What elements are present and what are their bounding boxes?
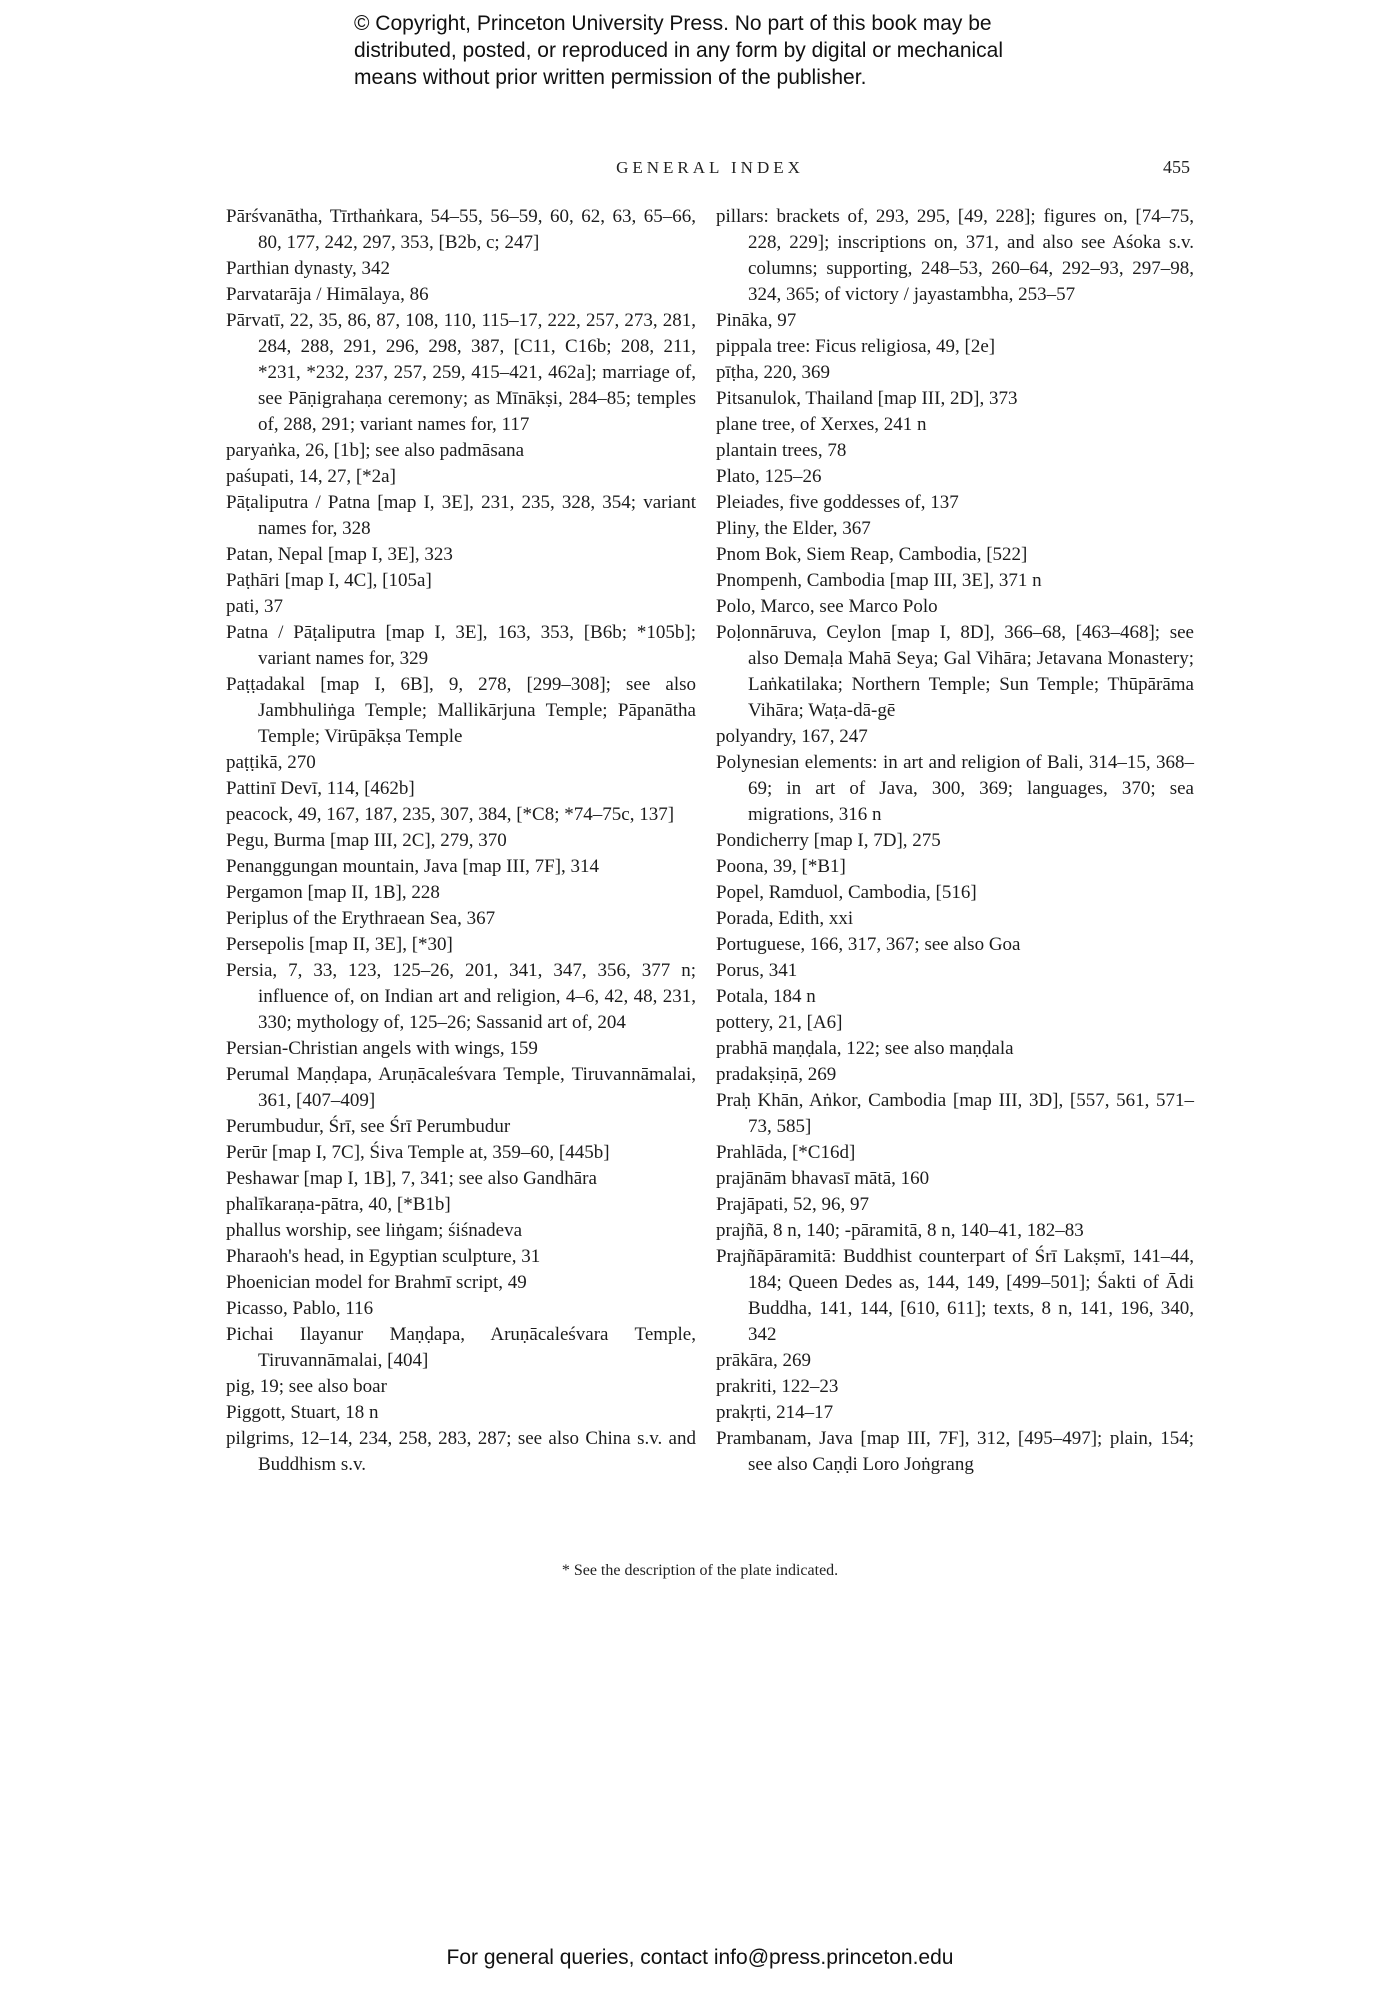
index-entry: Prahlāda, [*C16d]: [716, 1142, 856, 1163]
index-entry: pati, 37: [226, 596, 283, 617]
index-entry: Picasso, Pablo, 116: [226, 1298, 374, 1319]
index-entry: pradakṣiṇā, 269: [716, 1064, 837, 1085]
index-entry: Pharaoh's head, in Egyptian sculpture, 31: [226, 1246, 541, 1267]
index-column-left: [226, 204, 696, 1478]
index-entry: Parthian dynasty, 342: [226, 258, 390, 279]
index-entry: pig, 19; see also boar: [226, 1376, 387, 1397]
index-entry: phallus worship, see liṅgam; śiśnadeva: [226, 1220, 523, 1241]
index-entry: Pliny, the Elder, 367: [716, 518, 871, 539]
index-entry: plane tree, of Xerxes, 241 n: [716, 414, 927, 435]
index-entry: Pleiades, five goddesses of, 137: [716, 492, 959, 513]
index-entry: Porada, Edith, xxi: [716, 908, 854, 929]
index-entry: prajñā, 8 n, 140; -pāramitā, 8 n, 140–41, 182–83: [716, 1220, 1084, 1241]
index-entry: Phoenician model for Brahmī script, 49: [226, 1272, 527, 1293]
index-entry: prajānām bhavasī mātā, 160: [716, 1168, 930, 1189]
page-number: 455: [1163, 157, 1190, 177]
running-title: GENERAL INDEX: [616, 158, 804, 177]
index-entry: Pnompenh, Cambodia [map III, 3E], 371 n: [716, 570, 1042, 591]
index-entry: Plato, 125–26: [716, 466, 822, 487]
index-entry: Poḷonnāruva, Ceylon [map I, 8D], 366–68, [463–468]; see also Demaḷa Mahā Seya; Gal Vihāra; Jetavana Monastery; Laṅkatilaka; Northern Temple; Sun Temple; Thūpārāma Vihāra; Waṭa-dā-gē: [716, 622, 1194, 721]
index-entry: pilgrims, 12–14, 234, 258, 283, 287; see also China s.v. and Buddhism s.v.: [226, 1428, 696, 1475]
index-entry: Potala, 184 n: [716, 986, 816, 1007]
index-entry: Periplus of the Erythraean Sea, 367: [226, 908, 496, 929]
index-entry: Perumbudur, Śrī, see Śrī Perumbudur: [226, 1116, 511, 1137]
index-column-right: [716, 204, 1194, 1478]
index-entry: Porus, 341: [716, 960, 798, 981]
index-entry: Praḥ Khān, Aṅkor, Cambodia [map III, 3D], [557, 561, 571–73, 585]: [716, 1090, 1194, 1137]
index-entry: Prajñāpāramitā: Buddhist counterpart of Śrī Lakṣmī, 141–44, 184; Queen Dedes as, 144, 149, [499–501]; Śakti of Ādi Buddha, 141, 144, [610, 611]; texts, 8 n, 141, 196, 340, 342: [716, 1246, 1194, 1345]
index-entry: plantain trees, 78: [716, 440, 847, 461]
index-entry: prakriti, 122–23: [716, 1376, 839, 1397]
index-entry: Pāṭaliputra / Patna [map I, 3E], 231, 235, 328, 354; variant names for, 328: [226, 492, 696, 539]
copyright-notice: [354, 10, 1114, 91]
index-entry: pippala tree: Ficus religiosa, 49, [2e]: [716, 336, 996, 357]
index-entry: Perūr [map I, 7C], Śiva Temple at, 359–60, [445b]: [226, 1142, 610, 1163]
index-entry: Prajāpati, 52, 96, 97: [716, 1194, 870, 1215]
index-entry: Pināka, 97: [716, 310, 797, 331]
copyright-line: means without prior written permission of the publisher.: [354, 66, 867, 89]
index-entry: paryaṅka, 26, [1b]; see also padmāsana: [226, 440, 525, 461]
index-entry: peacock, 49, 167, 187, 235, 307, 384, [*C8; *74–75c, 137]: [226, 804, 675, 825]
index-entry: Polynesian elements: in art and religion of Bali, 314–15, 368–69; in art of Java, 300, 369; languages, 370; sea migrations, 316 n: [716, 752, 1194, 825]
plate-footnote: * See the description of the plate indicated.: [561, 1562, 839, 1579]
index-entry: Pichai Ilayanur Maṇḍapa, Aruṇācaleśvara Temple, Tiruvannāmalai, [404]: [226, 1324, 696, 1371]
index-entry: Pondicherry [map I, 7D], 275: [716, 830, 941, 851]
index-entry: Peshawar [map I, 1B], 7, 341; see also Gandhāra: [226, 1168, 597, 1189]
index-entry: Pnom Bok, Siem Reap, Cambodia, [522]: [716, 544, 1028, 565]
index-entry: Polo, Marco, see Marco Polo: [716, 596, 938, 617]
index-entry: Parvatarāja / Himālaya, 86: [226, 284, 429, 305]
copyright-line: distributed, posted, or reproduced in any form by digital or mechanical: [354, 39, 1004, 62]
index-entry: Persian-Christian angels with wings, 159: [226, 1038, 538, 1059]
index-entry: Paṭhāri [map I, 4C], [105a]: [226, 570, 432, 591]
index-entry: Pegu, Burma [map III, 2C], 279, 370: [226, 830, 507, 851]
copyright-line: © Copyright, Princeton University Press. No part of this book may be: [354, 12, 992, 35]
index-entry: Persia, 7, 33, 123, 125–26, 201, 341, 347, 356, 377 n; influence of, on Indian art and religion, 4–6, 42, 48, 231, 330; mythology of, 125–26; Sassanid art of, 204: [226, 960, 696, 1033]
index-entry: Prambanam, Java [map III, 7F], 312, [495–497]; plain, 154; see also Caṇḍi Loro Joṅgrang: [716, 1428, 1194, 1475]
index-entry: polyandry, 167, 247: [716, 726, 868, 747]
index-entry: phalīkaraṇa-pātra, 40, [*B1b]: [226, 1194, 451, 1215]
contact-footer: For general queries, contact info@press.princeton.edu: [446, 1946, 954, 1969]
index-entry: Poona, 39, [*B1]: [716, 856, 846, 877]
index-entry: paśupati, 14, 27, [*2a]: [226, 466, 396, 487]
index-entry: Popel, Ramduol, Cambodia, [516]: [716, 882, 977, 903]
index-entry: Pārvatī, 22, 35, 86, 87, 108, 110, 115–17, 222, 257, 273, 281, 284, 288, 291, 296, 298, 387, [C11, C16b; 208, 211, *231, *232, 237, 257, 259, 415–421, 462a]; marriage of, see Pāṇigrahaṇa ceremony; as Mīnākṣi, 284–85; temples of, 288, 291; variant names for, 117: [226, 310, 696, 435]
index-entry: pottery, 21, [A6]: [716, 1012, 843, 1033]
index-entry: Patan, Nepal [map I, 3E], 323: [226, 544, 453, 565]
index-entry: Paṭṭadakal [map I, 6B], 9, 278, [299–308]; see also Jambhuliṅga Temple; Mallikārjuna Temple; Pāpanātha Temple; Virūpākṣa Temple: [226, 674, 696, 747]
index-entry: Penanggungan mountain, Java [map III, 7F], 314: [226, 856, 600, 877]
index-entry: prabhā maṇḍala, 122; see also maṇḍala: [716, 1038, 1014, 1059]
index-entry: pillars: brackets of, 293, 295, [49, 228]; figures on, [74–75, 228, 229]; inscriptions on, 371, and also see Aśoka s.v. columns; supporting, 248–53, 260–64, 292–93, 297–98, 324, 365; of victory / jayastambha, 253–57: [716, 206, 1194, 305]
index-entry: Perumal Maṇḍapa, Aruṇācaleśvara Temple, Tiruvannāmalai, 361, [407–409]: [226, 1064, 696, 1111]
index-entry: Pitsanulok, Thailand [map III, 2D], 373: [716, 388, 1018, 409]
index-entry: Pattinī Devī, 114, [462b]: [226, 778, 415, 799]
index-entry: Pārśvanātha, Tīrthaṅkara, 54–55, 56–59, 60, 62, 63, 65–66, 80, 177, 242, 297, 353, [B2b, c; 247]: [226, 206, 696, 253]
index-entry: Piggott, Stuart, 18 n: [226, 1402, 379, 1423]
index-entry: Portuguese, 166, 317, 367; see also Goa: [716, 934, 1021, 955]
index-entry: Patna / Pāṭaliputra [map I, 3E], 163, 353, [B6b; *105b]; variant names for, 329: [226, 622, 696, 669]
index-entry: prākāra, 269: [716, 1350, 811, 1371]
index-entry: pīṭha, 220, 369: [716, 362, 830, 383]
index-entry: prakṛti, 214–17: [716, 1402, 834, 1423]
index-entry: paṭṭikā, 270: [226, 752, 316, 773]
index-entry: Pergamon [map II, 1B], 228: [226, 882, 440, 903]
index-entry: Persepolis [map II, 3E], [*30]: [226, 934, 453, 955]
